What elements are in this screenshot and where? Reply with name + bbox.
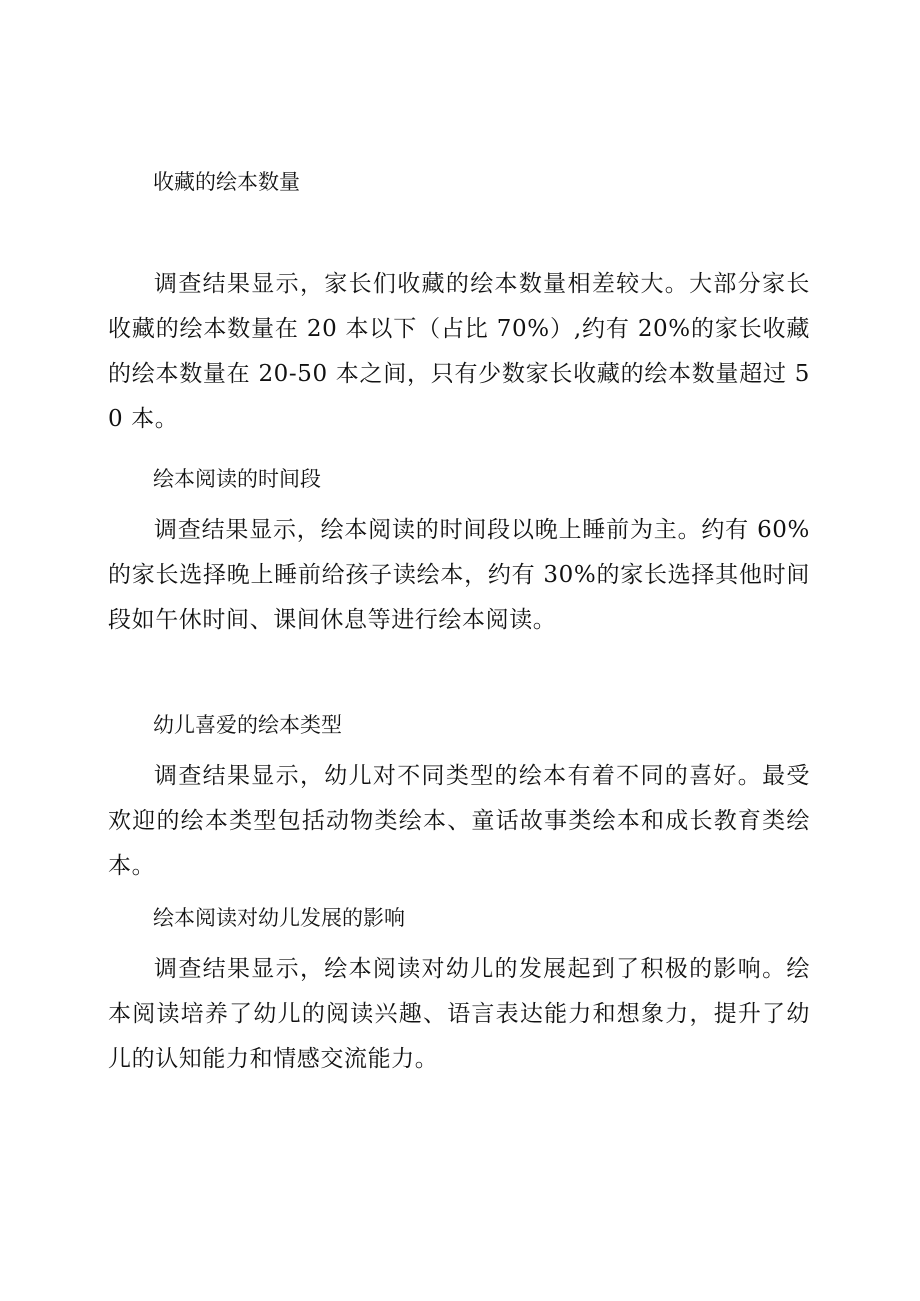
section-heading-development-impact: 绘本阅读对幼儿发展的影响 — [153, 906, 405, 930]
section-heading-book-types: 幼儿喜爱的绘本类型 — [153, 713, 342, 737]
section-body-reading-time: 调查结果显示，绘本阅读的时间段以晚上睡前为主。约有 60%的家长选择晚上睡前给孩子读绘本，约有 30%的家长选择其他时间段如午休时间、课间休息等进行绘本阅读。 — [108, 517, 810, 633]
section-body-book-count: 调查结果显示，家长们收藏的绘本数量相差较大。大部分家长收藏的绘本数量在 20 本以下（占比 70%）,约有 20%的家长收藏的绘本数量在 20-50 本之间，只有少数家长收藏的绘本数量超过 50 本。 — [108, 271, 810, 432]
section-heading-book-count: 收藏的绘本数量 — [153, 170, 300, 194]
section-heading-reading-time: 绘本阅读的时间段 — [153, 467, 321, 491]
section-body-book-types: 调查结果显示，幼儿对不同类型的绘本有着不同的喜好。最受欢迎的绘本类型包括动物类绘本、童话故事类绘本和成长教育类绘本。 — [108, 763, 810, 879]
section-body-development-impact: 调查结果显示，绘本阅读对幼儿的发展起到了积极的影响。绘本阅读培养了幼儿的阅读兴趣、语言表达能力和想象力，提升了幼儿的认知能力和情感交流能力。 — [108, 956, 810, 1072]
